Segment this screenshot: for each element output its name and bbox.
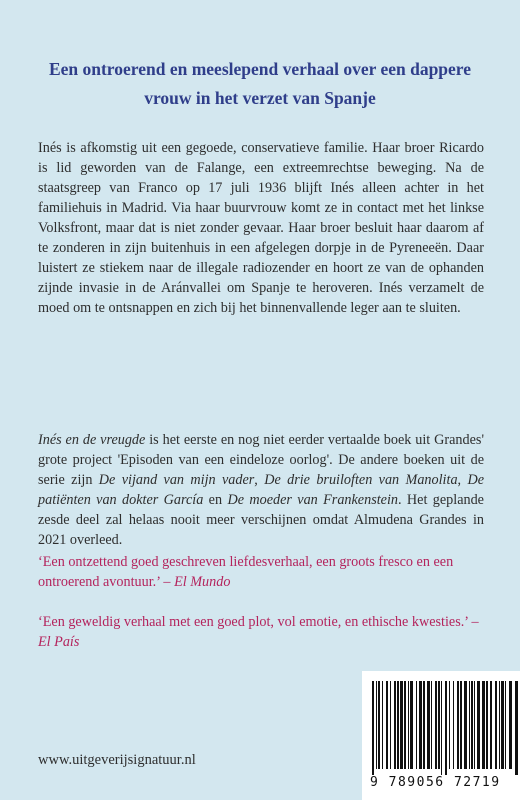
- barcode-bar: [490, 681, 492, 769]
- barcode-bar: [474, 681, 475, 769]
- barcode-bar: [453, 681, 454, 769]
- series-text-2: . Het geplande zesde deel zal helaas nooit meer verschijnen omdat Almudena Grandes in 2021 overleed.: [38, 492, 484, 548]
- barcode-bar: [482, 681, 485, 769]
- barcode-bar: [460, 681, 462, 769]
- barcode-bar: [501, 681, 504, 769]
- review-quote-el-mundo: [38, 552, 484, 592]
- quote-source: El País: [38, 634, 80, 650]
- series-text-1: is het eerste en nog niet eerder vertaalde boek uit Grandes' grote project 'Episoden van een eindeloze oorlog'. De andere boeken uit de serie zijn: [38, 432, 484, 488]
- barcode-bar: [509, 681, 512, 769]
- isbn-number: 9 789056 72719: [370, 775, 501, 790]
- quote-text: ‘Een ontzettend goed geschreven liefdesverhaal, een groots fresco en een ontroerend avontuur.’ –: [38, 554, 454, 590]
- barcode-bar: [419, 681, 422, 769]
- barcode-bar: [445, 681, 447, 775]
- barcode-bar: [416, 681, 417, 769]
- separator-1: ,: [254, 472, 265, 488]
- separator-3: en: [203, 492, 228, 508]
- barcode-bar: [471, 681, 473, 769]
- barcode-bar: [486, 681, 488, 769]
- barcode-bar: [397, 681, 399, 769]
- quote-source: El Mundo: [174, 574, 231, 590]
- barcode-bar: [378, 681, 380, 769]
- barcode-icon: [372, 681, 520, 775]
- series-book-3: De patiënten van dokter García: [38, 472, 485, 508]
- barcode-bar: [394, 681, 396, 769]
- barcode-bar: [427, 681, 430, 769]
- series-paragraph: [38, 430, 484, 550]
- barcode-bar: [477, 681, 480, 769]
- barcode-bar: [382, 681, 383, 769]
- barcode-bar: [499, 681, 500, 769]
- synopsis-paragraph: Inés is afkomstig uit een gegoede, conservatieve familie. Haar broer Ricardo is lid geworden van de Falange, een extreemrechtse beweging. Na de staatsgreep van Franco op 17 juli 1936 blijft Inés alleen achter in het familiehuis in Madrid. Via haar buurvrouw komt ze in contact met het linkse Volksfront, maar dat is niet zonder gevaar. Haar broer besluit haar daarom af te zonderen in zijn buitenhuis in een afgelegen dorpje in de Pyreneeën. Daar luistert ze stiekem naar de illegale radiozender en hoort ze van de ophanden zijnde invasie in de Aránvallei om Spanje te heroveren. Inés verzamelt de moed om te ontsnappen en zich bij het binnenvallende leger aan te sluiten.: [38, 140, 484, 316]
- series-book-4: De moeder van Frankenstein: [227, 492, 398, 508]
- barcode-bar: [438, 681, 440, 769]
- barcode-bar: [410, 681, 413, 769]
- barcode-bar: [464, 681, 467, 769]
- series-book-1: De vijand van mijn vader: [98, 472, 255, 488]
- headline: Een ontroerend en meeslepend verhaal over een dappere vrouw in het verzet van Spanje: [48, 59, 472, 108]
- book-title: Inés en de vreugde: [38, 432, 146, 448]
- barcode-bar: [408, 681, 409, 769]
- barcode-bar: [515, 681, 518, 775]
- barcode-bar: [435, 681, 437, 769]
- barcode-bar: [449, 681, 450, 769]
- barcode-bar: [376, 681, 377, 769]
- barcode-bar: [457, 681, 459, 769]
- barcode-bar: [431, 681, 432, 769]
- barcode-bar: [400, 681, 403, 769]
- barcode-bar: [390, 681, 391, 769]
- series-book-2: De drie bruiloften van Manolita: [264, 472, 458, 488]
- separator-2: ,: [457, 472, 468, 488]
- barcode-bar: [372, 681, 374, 775]
- barcode-bar: [386, 681, 388, 769]
- quote-text: ‘Een geweldig verhaal met een goed plot, vol emotie, en ethische kwesties.’ –: [38, 614, 479, 630]
- barcode-area: [362, 671, 520, 800]
- barcode-bar: [441, 681, 442, 775]
- publisher-website: www.uitgeverijsignatuur.nl: [38, 752, 196, 768]
- barcode-bar: [404, 681, 406, 769]
- barcode-bar: [505, 681, 506, 769]
- review-quote-el-pais: [38, 612, 484, 652]
- barcode-bar: [469, 681, 470, 769]
- barcode-bar: [423, 681, 425, 769]
- barcode-bar: [495, 681, 497, 769]
